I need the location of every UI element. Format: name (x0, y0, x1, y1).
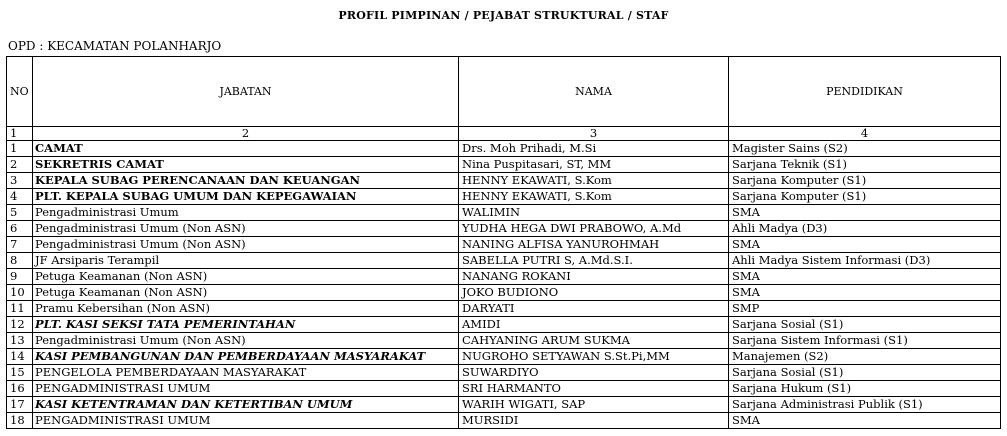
table-row (7, 141, 1001, 157)
staff-table (6, 56, 1001, 429)
row-nama: SRI HARMANTO (459, 381, 729, 397)
row-nama: HENNY EKAWATI, S.Kom (459, 173, 729, 189)
table-row (7, 173, 1001, 189)
row-jabatan: PENGADMINISTRASI UMUM (33, 381, 459, 397)
row-no: 12 (7, 317, 33, 333)
row-pendidikan: Sarjana Administrasi Publik (S1) (729, 397, 1001, 413)
row-no: 18 (7, 413, 33, 429)
row-nama: YUDHA HEGA DWI PRABOWO, A.Md (459, 221, 729, 237)
opd-label: OPD : KECAMATAN POLANHARJO (8, 39, 222, 53)
header-no: NO (7, 57, 33, 127)
header-jabatan: JABATAN (33, 57, 459, 127)
table-row (7, 413, 1001, 429)
row-pendidikan: Magister Sains (S2) (729, 141, 1001, 157)
row-jabatan: KASI PEMBANGUNAN DAN PEMBERDAYAAN MASYARAKAT (33, 349, 459, 365)
column-number: 3 (459, 127, 729, 141)
row-pendidikan: Ahli Madya Sistem Informasi (D3) (729, 253, 1001, 269)
row-jabatan: Pengadministrasi Umum (Non ASN) (33, 237, 459, 253)
row-no: 16 (7, 381, 33, 397)
row-jabatan: PLT. KASI SEKSI TATA PEMERINTAHAN (33, 317, 459, 333)
row-no: 9 (7, 269, 33, 285)
row-no: 17 (7, 397, 33, 413)
row-jabatan: Pengadministrasi Umum (33, 205, 459, 221)
row-jabatan: PENGADMINISTRASI UMUM (33, 413, 459, 429)
row-no: 10 (7, 285, 33, 301)
row-jabatan: PLT. KEPALA SUBAG UMUM DAN KEPEGAWAIAN (33, 189, 459, 205)
row-pendidikan: Sarjana Komputer (S1) (729, 189, 1001, 205)
table-row (7, 253, 1001, 269)
row-pendidikan: SMA (729, 205, 1001, 221)
row-no: 1 (7, 141, 33, 157)
header-row (7, 57, 1001, 127)
table-row (7, 381, 1001, 397)
row-jabatan: SEKRETRIS CAMAT (33, 157, 459, 173)
row-pendidikan: Sarjana Sistem Informasi (S1) (729, 333, 1001, 349)
row-jabatan: KASI KETENTRAMAN DAN KETERTIBAN UMUM (33, 397, 459, 413)
row-nama: JOKO BUDIONO (459, 285, 729, 301)
table-row (7, 333, 1001, 349)
row-no: 15 (7, 365, 33, 381)
row-pendidikan: Sarjana Sosial (S1) (729, 365, 1001, 381)
table-row (7, 349, 1001, 365)
row-jabatan: PENGELOLA PEMBERDAYAAN MASYARAKAT (33, 365, 459, 381)
row-nama: CAHYANING ARUM SUKMA (459, 333, 729, 349)
row-nama: NANANG ROKANI (459, 269, 729, 285)
row-nama: WARIH WIGATI, SAP (459, 397, 729, 413)
row-pendidikan: SMA (729, 269, 1001, 285)
row-pendidikan: Sarjana Hukum (S1) (729, 381, 1001, 397)
row-jabatan: KEPALA SUBAG PERENCANAAN DAN KEUANGAN (33, 173, 459, 189)
row-nama: DARYATI (459, 301, 729, 317)
row-jabatan: Petuga Keamanan (Non ASN) (33, 285, 459, 301)
table-row (7, 205, 1001, 221)
row-no: 7 (7, 237, 33, 253)
table-row (7, 285, 1001, 301)
row-no: 11 (7, 301, 33, 317)
row-no: 4 (7, 189, 33, 205)
row-no: 13 (7, 333, 33, 349)
row-pendidikan: SMA (729, 237, 1001, 253)
row-pendidikan: Sarjana Sosial (S1) (729, 317, 1001, 333)
row-pendidikan: Manajemen (S2) (729, 349, 1001, 365)
row-nama: Nina Puspitasari, ST, MM (459, 157, 729, 173)
column-number-row (7, 127, 1001, 141)
table-row (7, 317, 1001, 333)
row-pendidikan: Sarjana Teknik (S1) (729, 157, 1001, 173)
table-row (7, 397, 1001, 413)
table-row (7, 221, 1001, 237)
row-nama: WALIMIN (459, 205, 729, 221)
row-jabatan: Pramu Kebersihan (Non ASN) (33, 301, 459, 317)
column-number: 1 (7, 127, 33, 141)
row-nama: MURSIDI (459, 413, 729, 429)
row-jabatan: JF Arsiparis Terampil (33, 253, 459, 269)
table-row (7, 365, 1001, 381)
row-no: 5 (7, 205, 33, 221)
row-jabatan: CAMAT (33, 141, 459, 157)
row-nama: AMIDI (459, 317, 729, 333)
row-pendidikan: Ahli Madya (D3) (729, 221, 1001, 237)
row-nama: HENNY EKAWATI, S.Kom (459, 189, 729, 205)
row-nama: NANING ALFISA YANUROHMAH (459, 237, 729, 253)
row-nama: NUGROHO SETYAWAN S.St.Pi,MM (459, 349, 729, 365)
row-no: 2 (7, 157, 33, 173)
row-pendidikan: SMA (729, 285, 1001, 301)
table-row (7, 301, 1001, 317)
row-nama: Drs. Moh Prihadi, M.Si (459, 141, 729, 157)
row-no: 8 (7, 253, 33, 269)
row-no: 3 (7, 173, 33, 189)
row-pendidikan: SMA (729, 413, 1001, 429)
row-pendidikan: SMP (729, 301, 1001, 317)
table-row (7, 157, 1001, 173)
column-number: 2 (33, 127, 459, 141)
row-jabatan: Pengadministrasi Umum (Non ASN) (33, 221, 459, 237)
row-nama: SUWARDIYO (459, 365, 729, 381)
row-nama: SABELLA PUTRI S, A.Md.S.I. (459, 253, 729, 269)
header-pendidikan: PENDIDIKAN (729, 57, 1001, 127)
row-jabatan: Pengadministrasi Umum (Non ASN) (33, 333, 459, 349)
row-pendidikan: Sarjana Komputer (S1) (729, 173, 1001, 189)
row-no: 6 (7, 221, 33, 237)
table-row (7, 237, 1001, 253)
header-nama: NAMA (459, 57, 729, 127)
table-row (7, 189, 1001, 205)
table-body (7, 141, 1001, 429)
row-jabatan: Petuga Keamanan (Non ASN) (33, 269, 459, 285)
column-number: 4 (729, 127, 1001, 141)
table-row (7, 269, 1001, 285)
page-title: PROFIL PIMPINAN / PEJABAT STRUKTURAL / STAF (338, 9, 669, 22)
row-no: 14 (7, 349, 33, 365)
